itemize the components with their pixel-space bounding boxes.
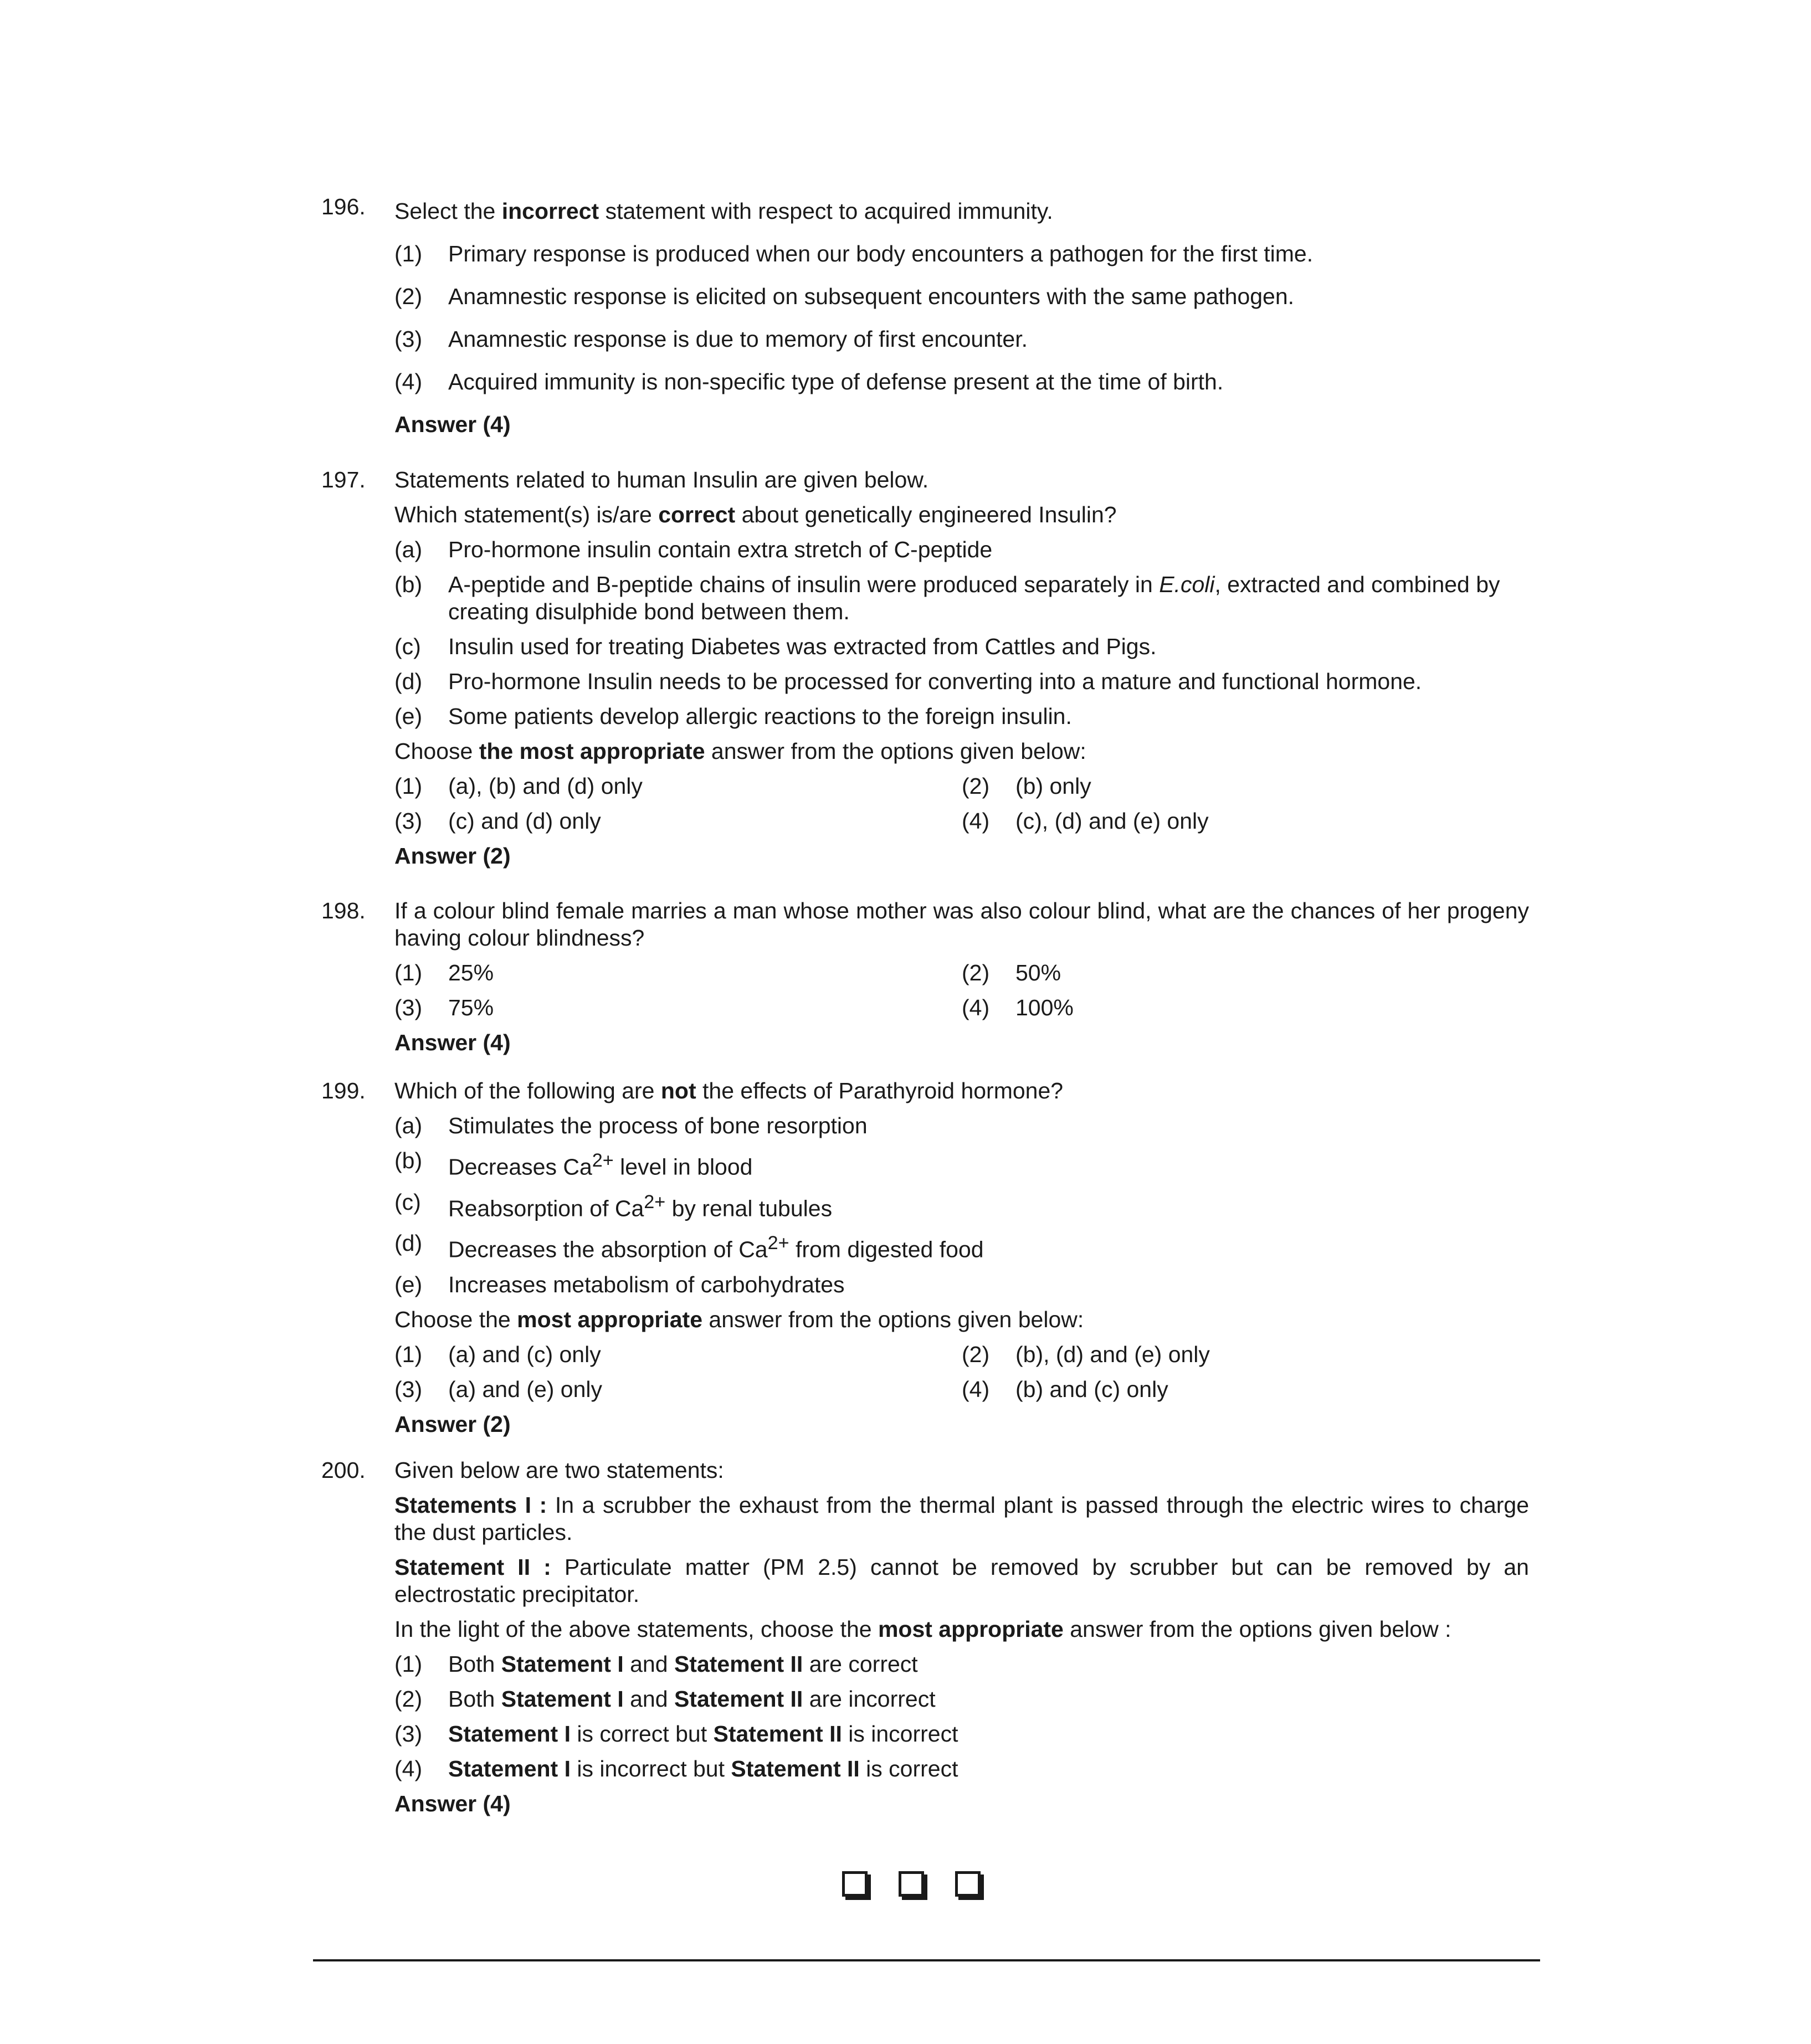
question-stem: Select the incorrect statement with respect to acquired immunity. [394, 198, 1053, 224]
option-2: (2) Anamnestic response is elicited on subsequent encounters with the same pathogen. [394, 284, 1295, 309]
question-stem: If a colour blind female marries a man whose mother was also colour blind, what are the chances of her progeny having colour blindness? [394, 898, 1529, 951]
question-stem: Which statement(s) is/are correct about genetically engineered Insulin? [394, 502, 1117, 527]
statement-d: (d) Pro-hormone Insulin needs to be processed for converting into a mature and functional hormone. [394, 669, 1422, 694]
question-intro: Given below are two statements: [394, 1457, 724, 1483]
question-number: 196. [321, 194, 366, 219]
square-icon [842, 1871, 868, 1897]
statement-b: (b) A-peptide and B-peptide chains of insulin were produced separately in E.coli, extracted and combined by creating disulphide bond between them. [394, 572, 1500, 624]
answer: Answer (4) [394, 1030, 511, 1055]
option-1: (1) Primary response is produced when our body encounters a pathogen for the first time. [394, 241, 1314, 266]
option-3: (3) (a) and (e) only [394, 1376, 603, 1402]
option-2: (2) 50% [962, 960, 1061, 985]
statement-e: (e) Some patients develop allergic reactions to the foreign insulin. [394, 703, 1072, 729]
option-3: (3) Statement I is correct but Statement II is incorrect [394, 1721, 958, 1747]
statement-2: Statement II : Particulate matter (PM 2.5) cannot be removed by scrubber but can be removed by an electrostatic precipitator. [394, 1554, 1529, 1607]
option-4: (4) Acquired immunity is non-specific type of defense present at the time of birth. [394, 369, 1224, 394]
option-3: (3) 75% [394, 995, 494, 1020]
question-number: 198. [321, 898, 366, 923]
question-199 [321, 1077, 1529, 1454]
question-number: 200. [321, 1457, 366, 1483]
option-1: (1) Both Statement I and Statement II are correct [394, 1651, 918, 1677]
statement-c: (c) Reabsorption of $Ca^{2+}$ by renal tubules [394, 1189, 833, 1221]
choose-instruction: Choose the most appropriate answer from the options given below: [394, 738, 1086, 764]
answer: Answer (2) [394, 843, 511, 869]
answer: Answer (2) [394, 1411, 511, 1437]
statement-c: (c) Insulin used for treating Diabetes was extracted from Cattles and Pigs. [394, 634, 1157, 659]
square-icon [899, 1871, 924, 1897]
question-number: 199. [321, 1078, 366, 1103]
options-row-2 [394, 994, 1529, 1021]
choose-instruction: In the light of the above statements, choose the most appropriate answer from the options given below : [394, 1616, 1451, 1642]
footer-divider [313, 1959, 1540, 1961]
question-197 [321, 466, 1529, 885]
option-4: (4) 100% [962, 995, 1074, 1020]
statement-b: (b) Decreases $Ca^{2+}$ level in blood [394, 1148, 753, 1180]
answer: Answer (4) [394, 1791, 511, 1816]
options-row-1 [394, 1341, 1529, 1368]
answer: Answer (4) [394, 412, 511, 437]
options-row-1 [394, 773, 1529, 800]
question-200 [321, 1457, 1529, 1833]
options-row-1 [394, 959, 1529, 987]
options-row-2 [394, 808, 1529, 835]
statement-d: (d) Decreases the absorption of $Ca^{2+}$ from digested food [394, 1230, 984, 1262]
question-number: 197. [321, 467, 366, 492]
option-2: (2) Both Statement I and Statement II are incorrect [394, 1686, 936, 1712]
end-marker [842, 1871, 981, 1897]
option-4: (4) (b) and (c) only [962, 1376, 1168, 1402]
option-4: (4) Statement I is incorrect but Statement II is correct [394, 1756, 958, 1781]
statement-a: (a) Stimulates the process of bone resorption [394, 1113, 868, 1138]
option-2: (2) (b), (d) and (e) only [962, 1341, 1210, 1367]
option-1: (1) (a) and (c) only [394, 1341, 601, 1367]
option-4: (4) (c), (d) and (e) only [962, 808, 1209, 834]
question-196 [321, 194, 1529, 454]
question-198 [321, 897, 1529, 1072]
statement-1: Statements I : In a scrubber the exhaust from the thermal plant is passed through the electric wires to charge the dust particles. [394, 1492, 1529, 1545]
option-1: (1) 25% [394, 960, 494, 985]
options-row-2 [394, 1376, 1529, 1403]
statement-e: (e) Increases metabolism of carbohydrates [394, 1271, 845, 1297]
option-1: (1) (a), (b) and (d) only [394, 773, 643, 799]
option-3: (3) Anamnestic response is due to memory of first encounter. [394, 326, 1028, 352]
square-icon [955, 1871, 981, 1897]
question-stem: Which of the following are not the effects of Parathyroid hormone? [394, 1078, 1064, 1103]
choose-instruction: Choose the most appropriate answer from the options given below: [394, 1306, 1084, 1332]
option-2: (2) (b) only [962, 773, 1091, 799]
option-3: (3) (c) and (d) only [394, 808, 601, 834]
statement-a: (a) Pro-hormone insulin contain extra stretch of C-peptide [394, 537, 993, 562]
question-intro: Statements related to human Insulin are given below. [394, 467, 929, 492]
